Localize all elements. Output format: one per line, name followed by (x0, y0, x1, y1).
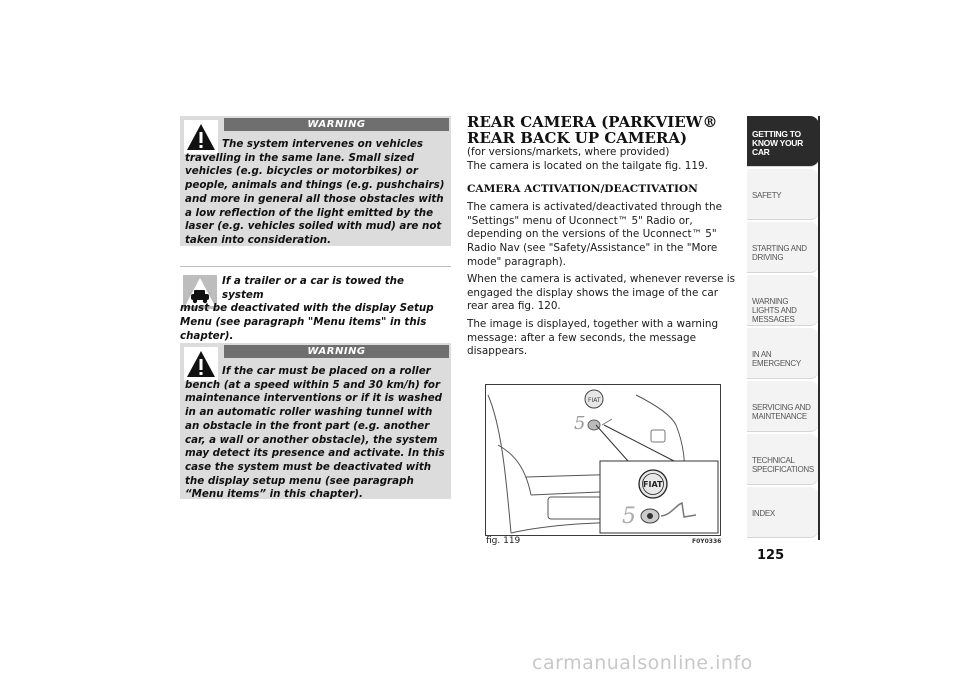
tab-warning-lights[interactable] (747, 275, 819, 326)
tab-getting-to-know-your-car[interactable] (747, 116, 819, 167)
warning-text-first: If the car must be placed on a roller (222, 365, 431, 377)
paragraph-versions: (for versions/markets, where provided) (467, 146, 670, 158)
subsection-title: CAMERA ACTIVATION/DEACTIVATION (467, 183, 698, 196)
note-box-trailer (180, 266, 451, 342)
figure-code: F0Y0336 (692, 538, 722, 545)
tab-technical-specifications[interactable] (747, 434, 819, 485)
paragraph-message: The image is displayed, together with a warning message: after a few seconds, the message disappears. (467, 317, 719, 358)
tab-label: WARNING LIGHTS AND MESSAGES (752, 297, 797, 324)
tab-safety[interactable] (747, 169, 819, 220)
figure-logo-text: FIAT (643, 480, 663, 489)
tab-label: IN AN EMERGENCY (752, 350, 801, 368)
note-text (180, 275, 445, 344)
rear-camera-section (467, 114, 737, 359)
watermark: carmanualsonline.info (532, 652, 753, 674)
tab-in-an-emergency[interactable] (747, 328, 819, 379)
tab-label: SAFETY (752, 191, 782, 200)
tab-index[interactable] (747, 487, 819, 538)
warning-text-rest: travelling in the same lane. Small sized vehicles (e.g. bicycles or motorbikes) or people, animals and things (e.g. pushchairs) and more in general all those obstacles with a low reflection of the light emitted by the laser (e.g. vehicles soiled with mud) are not taken into consideration. (185, 151, 445, 246)
warning-label: WARNING (224, 345, 449, 358)
tab-label: TECHNICAL SPECIFICATIONS (752, 456, 814, 474)
section-title-line1: REAR CAMERA (PARKVIEW® (467, 113, 718, 131)
warning-text-rest: bench (at a speed within 5 and 30 km/h) for maintenance interventions or if it is washed in an automatic roller washing tunnel with an obstacle in the front part (e.g. another car, a wall or another obstacle), the system may detect its presence and activate. In this case the system must be deactivated with the display setup menu (see paragraph “Menu items” in this chapter). (185, 378, 445, 501)
paragraph-activation: The camera is activated/deactivated through the "Settings" menu of Uconnect™ 5" Radio or, depending on the versions of the Uconnect™ 5" Radio Nav (see "Safety/Assistance" in the "More mode" paragraph). (467, 201, 722, 268)
svg-text:5: 5 (622, 504, 636, 529)
warning-box-roller (180, 343, 451, 499)
warning-text-first: The system intervenes on vehicles (222, 138, 423, 150)
warning-box-laser (180, 116, 451, 246)
figure-caption: fig. 119 (486, 536, 521, 546)
tab-servicing[interactable] (747, 381, 819, 432)
tab-label: SERVICING AND MAINTENANCE (752, 403, 811, 421)
warning-text (185, 138, 445, 248)
page-number: 125 (757, 548, 785, 563)
warning-label: WARNING (224, 118, 449, 131)
paragraph-location: The camera is located on the tailgate fig. 119. (467, 159, 708, 172)
note-text-first: If a trailer or a car is towed the system (222, 275, 404, 301)
tab-edge-line (818, 116, 820, 540)
note-text-rest: must be deactivated with the display Setup Menu (see paragraph "Menu items" in this chapter). (180, 302, 434, 342)
tab-label: GETTING TO KNOW YOUR CAR (752, 129, 803, 157)
tailgate-illustration (486, 385, 720, 535)
warning-text (185, 365, 445, 502)
paragraph-reverse: When the camera is activated, whenever reverse is engaged the display shows the image of the car rear area fig. 120. (467, 273, 736, 313)
tab-label: INDEX (752, 509, 775, 518)
tab-label: STARTING AND DRIVING (752, 244, 807, 262)
tab-starting-and-driving[interactable] (747, 222, 819, 273)
svg-text:FIAT: FIAT (588, 397, 601, 404)
figure-tailgate-camera (485, 384, 721, 536)
svg-text:5: 5 (574, 413, 586, 434)
section-title-line2: REAR BACK UP CAMERA) (467, 129, 688, 147)
